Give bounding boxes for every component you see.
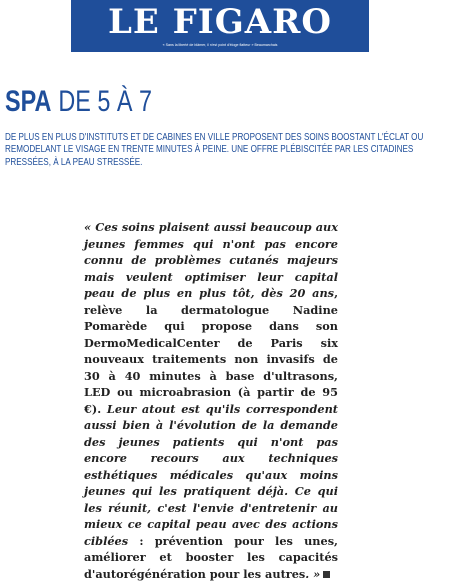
article-quote-1: « Ces soins plaisent aussi beaucoup aux jeunes femmes qui n'ont pas encore connu de problèmes cutanés majeurs mais veulent optimiser leur capital peau de plus en plus tôt, dès 20 ans xyxy=(84,220,338,300)
masthead-title: LE FIGARO xyxy=(108,2,332,42)
article-quote-3: . » xyxy=(305,566,321,581)
article-body xyxy=(84,219,338,582)
article-text-1: , relève la dermatologue Nadine Pomarède qui propose dans son DermoMedicalCenter de Paris six nouveaux traitements non invasifs de 30 à 40 minutes à base d'ultrasons, LED ou microabrasion (à partir de 95 €). xyxy=(84,286,338,416)
headline-prefix: SPA xyxy=(5,85,52,118)
end-mark xyxy=(323,571,330,578)
headline-rest: DE 5 À 7 xyxy=(58,85,153,118)
article-text-2: : prévention pour les unes, améliorer et booster les capacités d'autorégénération pour les autres xyxy=(84,533,338,581)
headline xyxy=(5,84,152,120)
article-quote-2: Leur atout est qu'ils correspondent aussi bien à l'évolution de la demande des jeunes patients qui n'ont pas encore recours aux techniques esthétiques médicales qu'aux moins jeunes qui les pratiquent déjà. Ce qui les réunit, c'est l'envie d'entretenir au mieux ce capital peau avec des actions ciblées xyxy=(84,401,338,548)
intro-paragraph: DE PLUS EN PLUS D'INSTITUTS ET DE CABINES EN VILLE PROPOSENT DES SOINS BOOSTANT L'ÉCLAT OU REMODELANT LE VISAGE EN TRENTE MINUTES À PEINE. UNE OFFRE PLÉBISCITÉE PAR LES CITADINES PRESSÉES, À LA PEAU STRESSÉE. xyxy=(5,132,424,168)
masthead-logo xyxy=(71,0,369,52)
masthead-tagline: « Sans la liberté de blâmer, il n'est point d'éloge flatteur » Beaumarchais xyxy=(162,43,278,47)
